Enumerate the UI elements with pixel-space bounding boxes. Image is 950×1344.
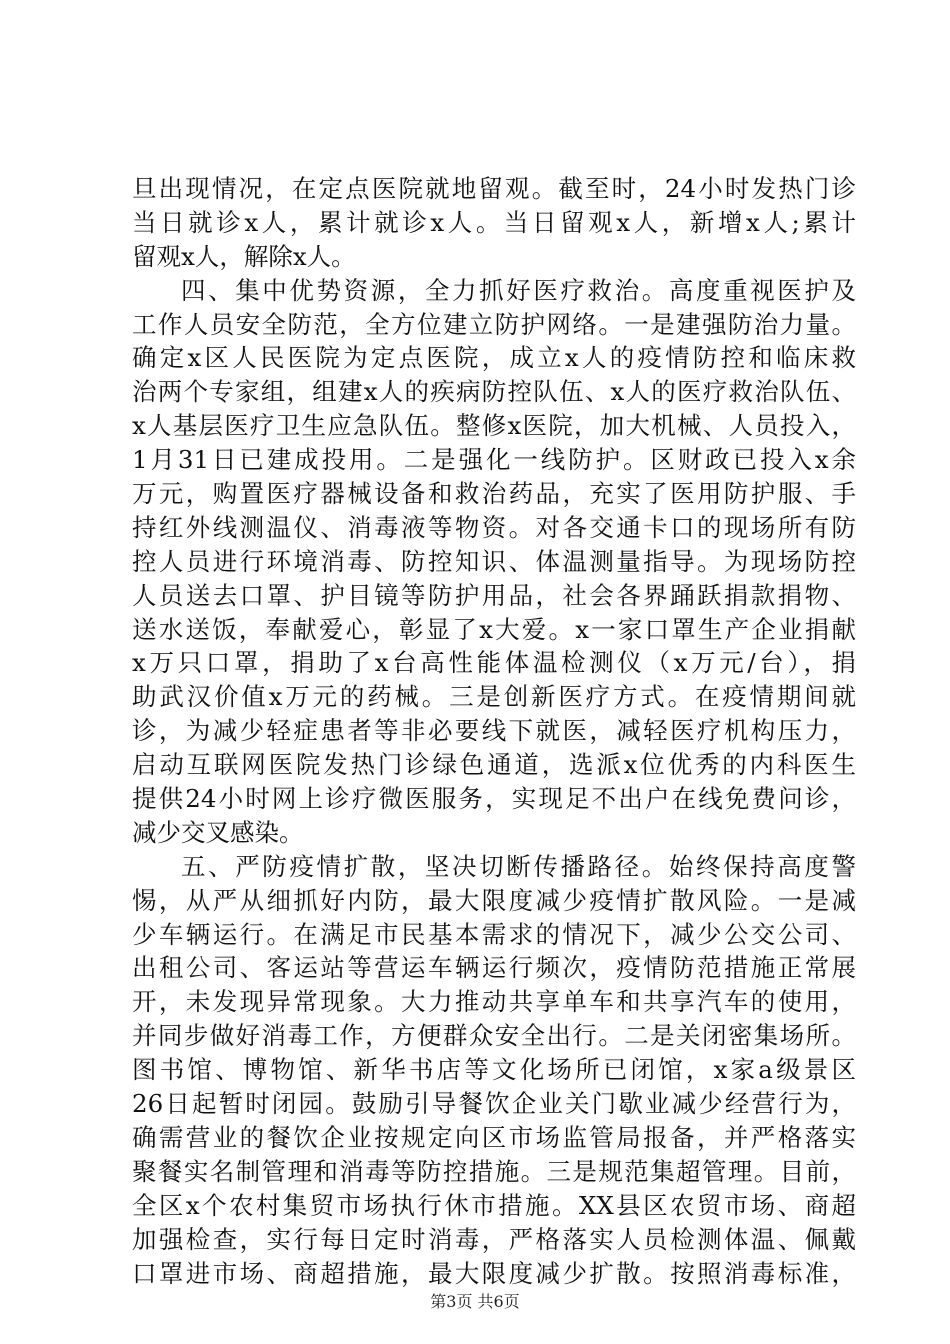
text-line: 确需营业的餐饮企业按规定向区市场监管局报备，并严格落实 [132, 1122, 856, 1152]
text-line: 提供24小时网上诊疗微医服务，实现足不出户在线免费问诊， [132, 784, 856, 814]
text-line: 控人员进行环境消毒、防控知识、体温测量指导。为现场防控 [132, 546, 856, 576]
body-text [132, 172, 856, 1290]
text-line: 旦出现情况，在定点医院就地留观。截至时，24小时发热门诊 [132, 174, 856, 203]
text-line: 惕，从严从细抓好内防，最大限度减少疫情扩散风险。一是减 [132, 885, 856, 915]
text-line: 聚餐实名制管理和消毒等防控措施。三是规范集超管理。目前， [132, 1156, 856, 1186]
text-line: x人基层医疗卫生应急队伍。整修x医院，加大机械、人员投入， [132, 411, 856, 441]
text-line: 留观x人，解除x人。 [132, 241, 356, 271]
text-line: 送水送饭，奉献爱心，彰显了x大爱。x一家口罩生产企业捐献 [132, 614, 856, 644]
text-line: 工作人员安全防范，全方位建立防护网络。一是建强防治力量。 [132, 309, 856, 339]
text-line: 出租公司、客运站等营运车辆运行频次，疫情防范措施正常展 [132, 953, 856, 983]
page-number-footer: 第3页 共6页 [430, 1292, 520, 1311]
text-line: 加强检查，实行每日定时消毒，严格落实人员检测体温、佩戴 [132, 1224, 856, 1254]
text-line: 减少交叉感染。 [132, 817, 304, 847]
text-line: 诊，为减少轻症患者等非必要线下就医，减轻医疗机构压力， [132, 716, 856, 746]
text-line: 少车辆运行。在满足市民基本需求的情况下，减少公交公司、 [132, 919, 856, 949]
text-line: 1月31日已建成投用。二是强化一线防护。区财政已投入x余 [132, 445, 856, 475]
text-line: 当日就诊x人，累计就诊x人。当日留观x人，新增x人;累计 [132, 207, 856, 237]
text-line: 持红外线测温仪、消毒液等物资。对各交通卡口的现场所有防 [132, 512, 856, 542]
text-line: 图书馆、博物馆、新华书店等文化场所已闭馆，x家a级景区 [132, 1055, 856, 1085]
text-line: 26日起暂时闭园。鼓励引导餐饮企业关门歇业减少经营行为， [132, 1089, 856, 1119]
text-line: 启动互联网医院发热门诊绿色通道，选派x位优秀的内科医生 [132, 750, 856, 780]
text-line: 口罩进市场、商超措施，最大限度减少扩散。按照消毒标准， [132, 1258, 856, 1288]
text-line: 全区x个农村集贸市场执行休市措施。XX县区农贸市场、商超 [132, 1190, 856, 1220]
text-line: 人员送去口罩、护目镜等防护用品，社会各界踊跃捐款捐物、 [132, 580, 856, 610]
text-line: 助武汉价值x万元的药械。三是创新医疗方式。在疫情期间就 [132, 682, 856, 712]
text-line: 开，未发现异常现象。大力推动共享单车和共享汽车的使用， [132, 987, 856, 1017]
text-line: x万只口罩，捐助了x台高性能体温检测仪（x万元/台），捐 [132, 648, 856, 678]
text-line: 并同步做好消毒工作，方便群众安全出行。二是关闭密集场所。 [132, 1021, 856, 1051]
text-line: 万元，购置医疗器械设备和救治药品，充实了医用防护服、手 [132, 479, 856, 509]
text-line: 五、严防疫情扩散，坚决切断传播路径。始终保持高度警 [181, 851, 856, 881]
text-line: 四、集中优势资源，全力抓好医疗救治。高度重视医护及 [181, 275, 856, 305]
text-line: 确定x区人民医院为定点医院，成立x人的疫情防控和临床救 [132, 343, 856, 373]
text-line: 治两个专家组，组建x人的疾病防控队伍、x人的医疗救治队伍、 [132, 377, 856, 407]
